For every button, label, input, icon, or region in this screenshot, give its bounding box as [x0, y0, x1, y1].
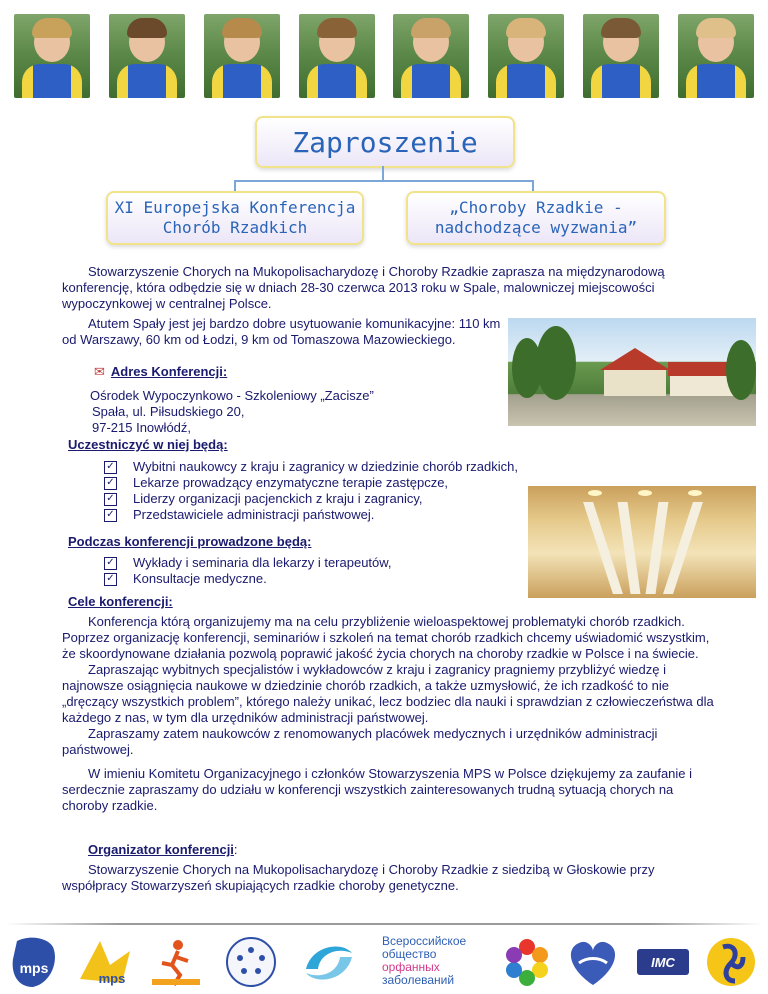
mps-star-logo — [70, 934, 140, 990]
mps-logo — [8, 934, 60, 990]
address-line: Spała, ul. Piłsudskiego 20, — [92, 404, 245, 419]
logo-text-line: заболеваний — [382, 973, 455, 987]
logo-text-line: общество — [382, 947, 437, 961]
ribbon-logo — [702, 934, 760, 990]
checkbox-icon: ✓ — [104, 493, 117, 506]
list-item-label: Wykłady i seminaria dla lekarzy i terapeutów, — [133, 555, 392, 570]
child-photo — [14, 14, 90, 98]
checkbox-icon: ✓ — [104, 461, 117, 474]
child-photo — [393, 14, 469, 98]
list-item — [104, 571, 392, 587]
child-photo — [488, 14, 564, 98]
organizer-heading-row — [88, 842, 238, 857]
organizer-heading: Organizator konferencji — [88, 842, 234, 857]
conference-theme-line: „Choroby Rzadkie - — [449, 198, 623, 217]
checkbox-icon: ✓ — [104, 477, 117, 490]
list-item — [104, 491, 518, 507]
intro-paragraph: Stowarzyszenie Chorych na Mukopolisacharydozę i Choroby Rzadkie zaprasza na międzynarodową konferencję, która odbędzie się w dniach 28-30 czerwca 2013 roku w Spale, malowniczej miejscowości wypoczynkowej w centralnej Polsce. — [62, 264, 665, 311]
conference-theme-line: nadchodzące wyzwania” — [434, 218, 638, 237]
participants-list — [104, 459, 518, 523]
child-photo — [109, 14, 185, 98]
intro-section — [62, 264, 710, 312]
child-photo — [678, 14, 754, 98]
events-heading: Podczas konferencji prowadzone będą: — [68, 534, 312, 549]
mps-star-logo-text: mps — [98, 971, 126, 986]
hands-heart-logo — [560, 934, 626, 990]
conference-theme-box — [406, 191, 666, 245]
list-item — [104, 507, 518, 523]
logo-text-line: орфанных — [382, 960, 440, 974]
participants-heading: Uczestniczyć w niej będą: — [68, 437, 228, 452]
runner-logo — [148, 934, 204, 990]
location-section — [62, 316, 502, 348]
circle-stars-logo — [218, 934, 284, 990]
child-photo — [204, 14, 280, 98]
checkbox-icon: ✓ — [104, 557, 117, 570]
mps-logo-text: mps — [19, 960, 49, 976]
russian-orphan-society-logo — [382, 934, 498, 988]
organizer-section — [62, 862, 722, 894]
imc-logo — [632, 934, 694, 990]
events-list — [104, 555, 392, 587]
imc-logo-text: IMC — [651, 955, 675, 970]
flower-logo — [498, 934, 556, 990]
goals-heading: Cele konferencji: — [68, 594, 173, 609]
address-line: 97-215 Inowłódź, — [92, 420, 192, 435]
resort-photo — [508, 318, 756, 426]
address-block — [90, 388, 470, 436]
conference-hall-photo — [528, 486, 756, 598]
page-title: Zaproszenie — [255, 116, 515, 168]
goals-paragraph: W imieniu Komitetu Organizacyjnego i członków Stowarzyszenia MPS w Polsce dziękujemy za zaufanie i serdecznie zapraszamy do udziału w konferencji wszystkich zainteresowanych trudną sytuacją chorych na choroby rzadkie. — [62, 766, 693, 813]
conference-name-line: XI Europejska Konferencja — [114, 198, 356, 217]
connector-line — [234, 180, 534, 182]
address-heading-row — [94, 364, 227, 380]
list-item-label: Konsultacje medyczne. — [133, 571, 267, 586]
conference-name-line: Chorób Rzadkich — [162, 218, 308, 237]
list-item-label: Wybitni naukowcy z kraju i zagranicy w dziedzinie chorób rzadkich, — [133, 459, 518, 474]
address-heading: Adres Konferencji: — [110, 364, 228, 379]
goals-paragraph: Zapraszając wybitnych specjalistów i wykładowców z kraju i zagranicy pragniemy przybliżyć wiedzę i najnowsze osiągnięcia naukowe w dziedzinie chorób rzadkich, a także uzmysłowić, że ich rzadkość to nie „dręczący wszystkich problem”, którego należy unikać, lecz bodziec dla nauki i sprawdzian z człowieczeństwa dla każdego z nas, w tym dla urzędników administracji państwowej. — [62, 662, 714, 725]
list-item-label: Lekarze prowadzący enzymatyczne terapie zastępcze, — [133, 475, 449, 490]
footer-divider — [6, 923, 762, 925]
address-line: Ośrodek Wypoczynkowo - Szkoleniowy „Zacisze” — [90, 388, 374, 403]
goals-section — [62, 614, 722, 814]
child-photo — [299, 14, 375, 98]
checkbox-icon: ✓ — [104, 573, 117, 586]
checkbox-icon: ✓ — [104, 509, 117, 522]
organizer-paragraph: Stowarzyszenie Chorych na Mukopolisacharydozę i Choroby Rzadkie z siedzibą w Głoskowie przy współpracy Stowarzyszeń skupiających rzadkie choroby genetyczne. — [62, 862, 655, 893]
partner-logos — [8, 934, 760, 990]
connector-line — [382, 166, 384, 180]
logo-text-line: Всероссийское — [382, 934, 467, 948]
swirl-logo — [296, 934, 362, 990]
list-item — [104, 459, 518, 475]
list-item — [104, 475, 518, 491]
conference-name-box — [106, 191, 364, 245]
goals-paragraph: Konferencja którą organizujemy ma na celu przybliżenie wieloaspektowej problematyki chorób rzadkich. Poprzez organizację konferencji, seminariów i szkoleń na temat chorób rzadkich chcemy uświadomić wszystkim, że skoordynowane działania pozwolą poprawić jakość życia chorych na choroby rzadkie w Polsce i na świecie. — [62, 614, 710, 661]
envelope-icon: ✉ — [94, 364, 105, 379]
list-item — [104, 555, 392, 571]
list-item-label: Przedstawiciele administracji państwowej. — [133, 507, 375, 522]
goals-paragraph: Zapraszamy zatem naukowców z renomowanych placówek medycznych i urzędników administracji państwowej. — [62, 726, 658, 757]
location-paragraph: Atutem Spały jest jej bardzo dobre usytuowanie komunikacyjne: 110 km od Warszawy, 60 km od Łodzi, 9 km od Tomaszowa Mazowieckiego. — [62, 316, 501, 347]
child-photo — [583, 14, 659, 98]
photo-strip — [14, 14, 754, 98]
list-item-label: Liderzy organizacji pacjenckich z kraju i zagranicy, — [133, 491, 423, 506]
organizer-colon: : — [233, 842, 238, 857]
